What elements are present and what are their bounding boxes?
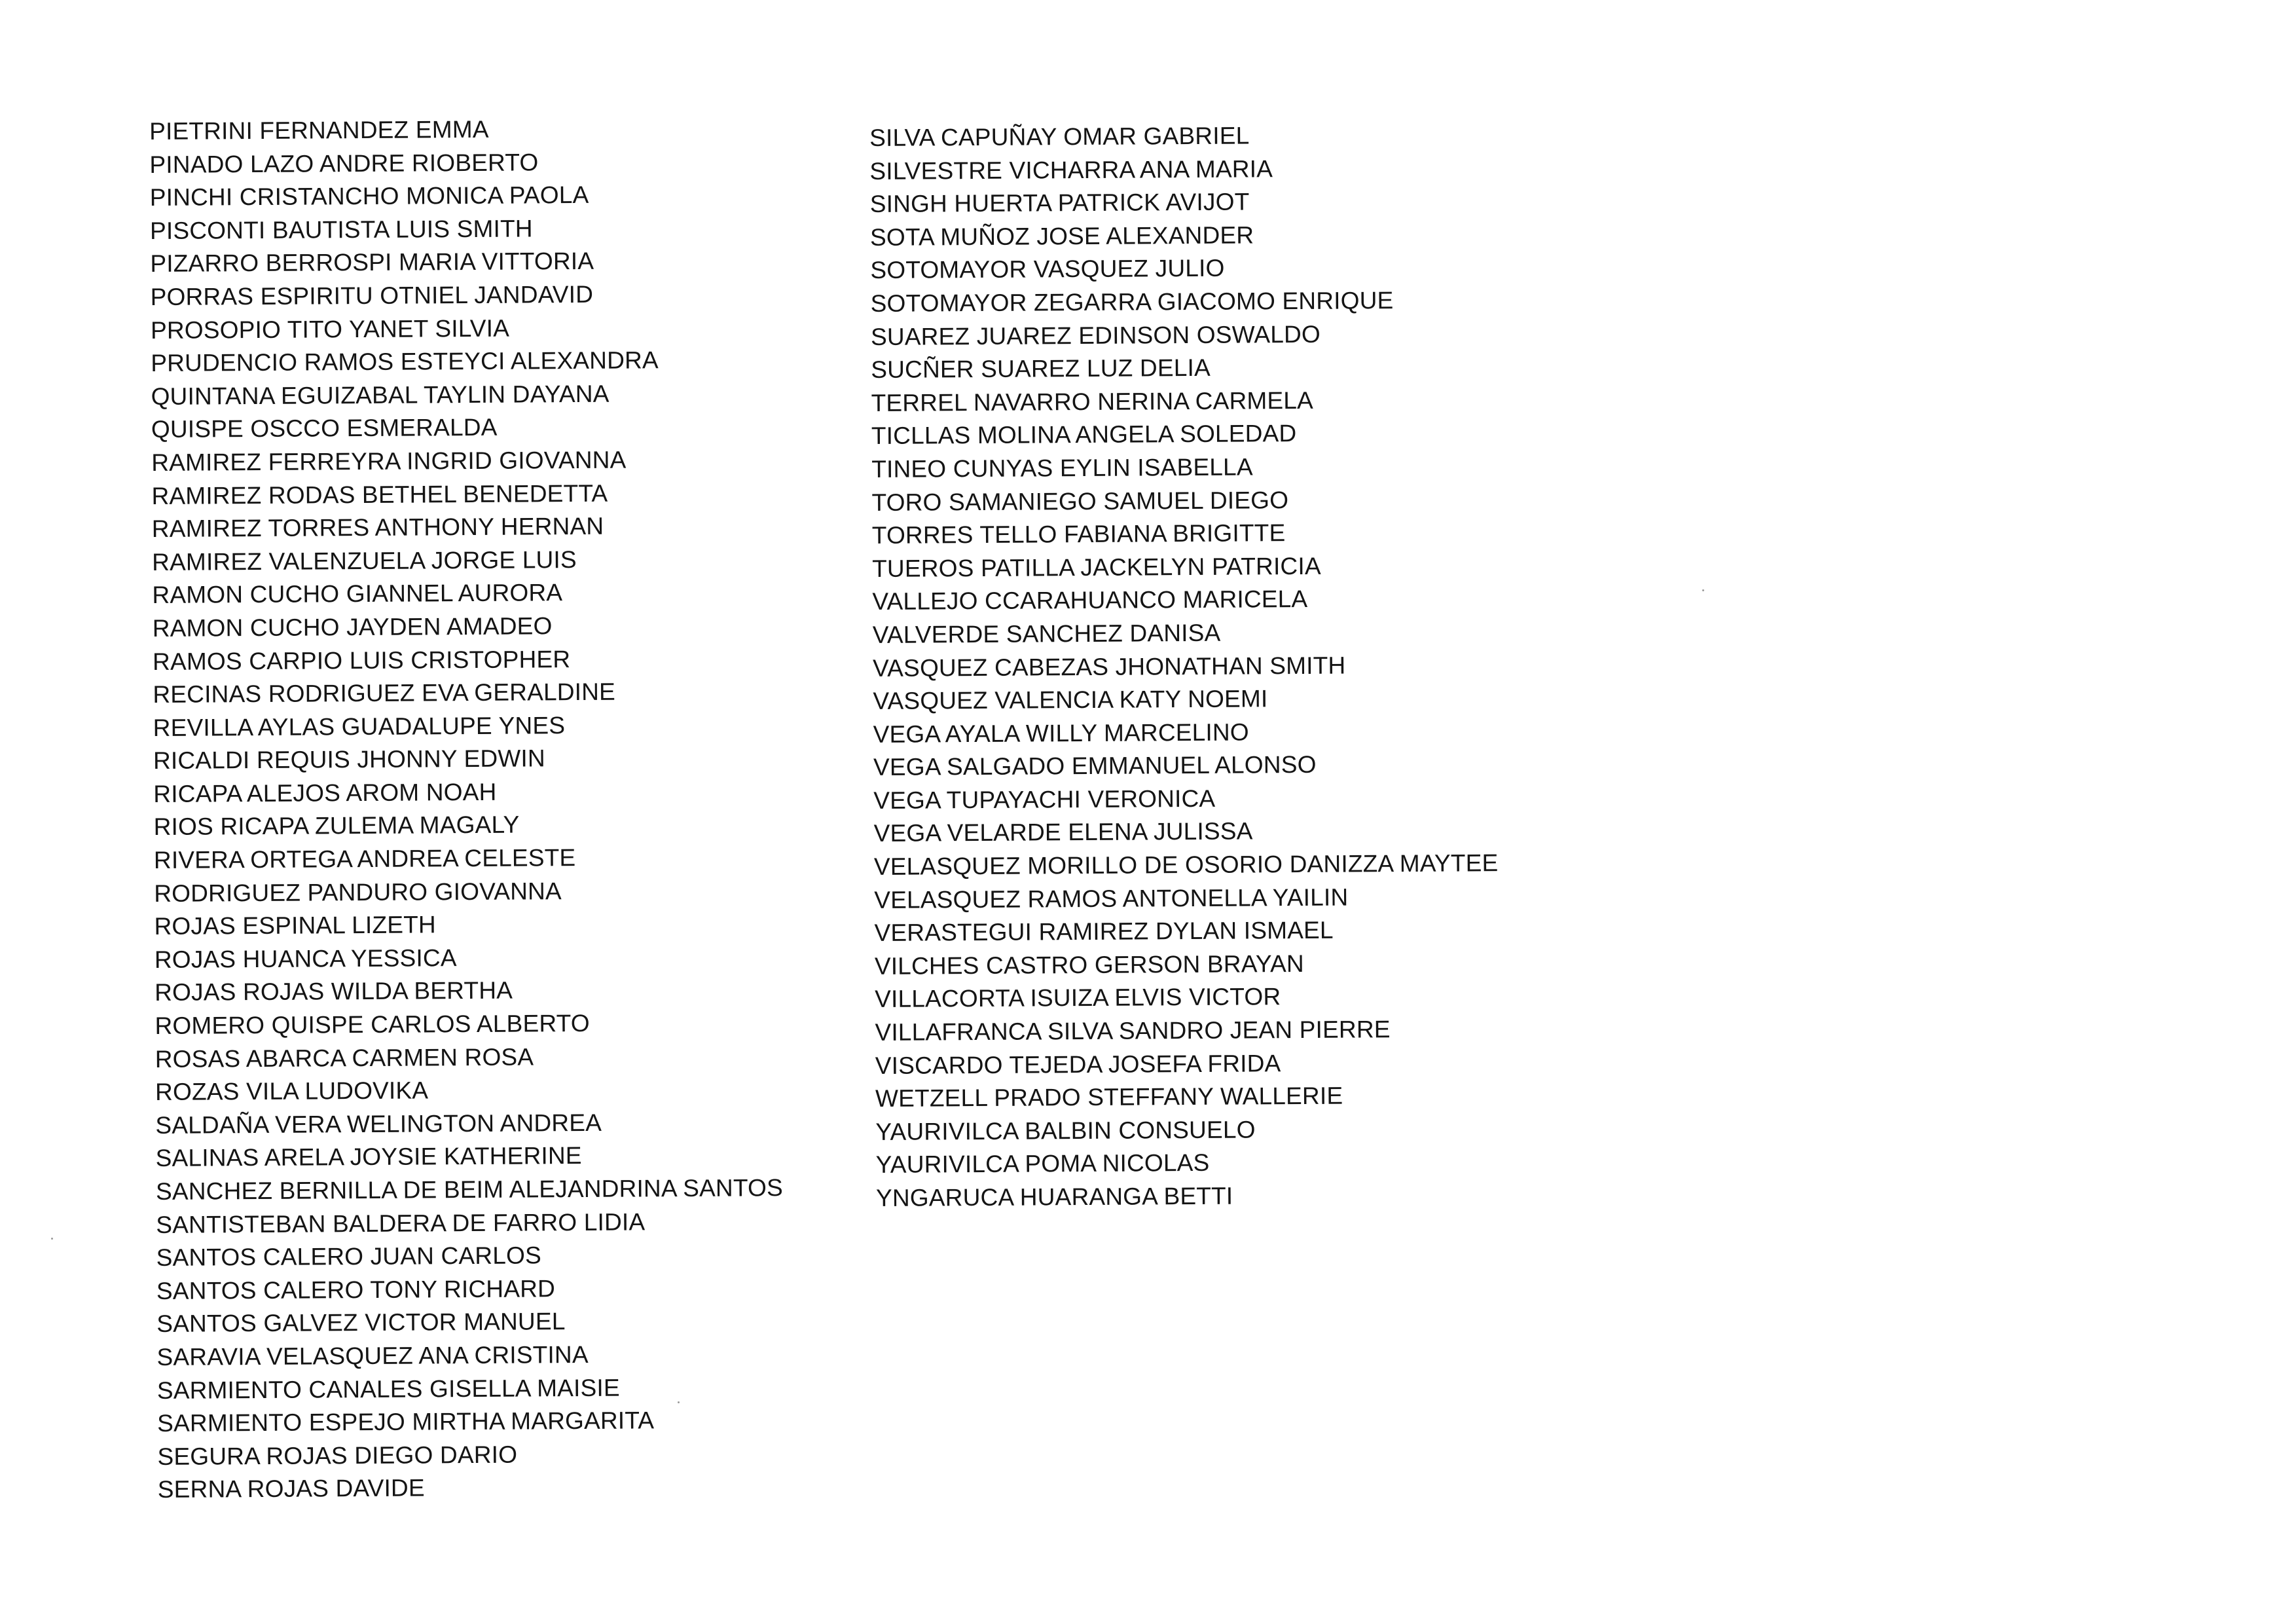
name-entry: PISCONTI BAUTISTA LUIS SMITH bbox=[149, 215, 533, 244]
name-entry: TICLLAS MOLINA ANGELA SOLEDAD bbox=[871, 420, 1297, 450]
name-entry: SANTOS GALVEZ VICTOR MANUEL bbox=[156, 1308, 566, 1338]
name-entry: PORRAS ESPIRITU OTNIEL JANDAVID bbox=[150, 280, 594, 310]
name-entry: WETZELL PRADO STEFFANY WALLERIE bbox=[875, 1082, 1343, 1113]
name-entry: VELASQUEZ MORILLO DE OSORIO DANIZZA MAYTEE bbox=[873, 849, 1499, 881]
name-entry: SINGH HUERTA PATRICK AVIJOT bbox=[869, 188, 1250, 218]
name-entry: SANTISTEBAN BALDERA DE FARRO LIDIA bbox=[156, 1208, 646, 1238]
name-entry: VISCARDO TEJEDA JOSEFA FRIDA bbox=[875, 1049, 1281, 1079]
name-entry: VELASQUEZ RAMOS ANTONELLA YAILIN bbox=[874, 883, 1349, 913]
name-entry: VEGA TUPAYACHI VERONICA bbox=[873, 784, 1216, 814]
name-entry: VERASTEGUI RAMIREZ DYLAN ISMAEL bbox=[874, 916, 1334, 947]
scan-speck bbox=[678, 1401, 680, 1403]
name-entry: RIVERA ORTEGA ANDREA CELESTE bbox=[153, 844, 576, 874]
name-entry: SARAVIA VELASQUEZ ANA CRISTINA bbox=[156, 1340, 589, 1371]
scan-speck bbox=[1702, 589, 1704, 591]
name-entry: SEGURA ROJAS DIEGO DARIO bbox=[157, 1441, 518, 1470]
name-entry: TORRES TELLO FABIANA BRIGITTE bbox=[871, 519, 1286, 549]
name-entry: TERREL NAVARRO NERINA CARMELA bbox=[871, 386, 1314, 416]
name-entry: SOTA MUÑOZ JOSE ALEXANDER bbox=[869, 221, 1254, 251]
name-entry: RODRIGUEZ PANDURO GIOVANNA bbox=[154, 877, 562, 907]
name-entry: SOTOMAYOR VASQUEZ JULIO bbox=[870, 255, 1225, 284]
name-entry: RAMIREZ VALENZUELA JORGE LUIS bbox=[152, 545, 577, 576]
name-entry: VASQUEZ CABEZAS JHONATHAN SMITH bbox=[872, 652, 1346, 682]
name-entry: YNGARUCA HUARANGA BETTI bbox=[875, 1182, 1233, 1211]
name-entry: QUINTANA EGUIZABAL TAYLIN DAYANA bbox=[151, 380, 610, 410]
name-entry: VALVERDE SANCHEZ DANISA bbox=[872, 619, 1221, 648]
scan-speck bbox=[51, 1238, 53, 1240]
name-entry: TORO SAMANIEGO SAMUEL DIEGO bbox=[871, 486, 1289, 516]
name-entry: RECINAS RODRIGUEZ EVA GERALDINE bbox=[153, 678, 616, 709]
name-entry: SANTOS CALERO JUAN CARLOS bbox=[156, 1242, 542, 1272]
name-entry: PRUDENCIO RAMOS ESTEYCI ALEXANDRA bbox=[151, 346, 659, 377]
name-entry: REVILLA AYLAS GUADALUPE YNES bbox=[153, 711, 566, 741]
name-entry: ROSAS ABARCA CARMEN ROSA bbox=[155, 1043, 534, 1073]
name-entry: VEGA AYALA WILLY MARCELINO bbox=[873, 718, 1249, 748]
name-entry: SOTOMAYOR ZEGARRA GIACOMO ENRIQUE bbox=[870, 287, 1394, 317]
name-entry: RAMON CUCHO JAYDEN AMADEO bbox=[152, 612, 553, 642]
name-entry: PIETRINI FERNANDEZ EMMA bbox=[149, 115, 489, 145]
name-entry: RAMIREZ RODAS BETHEL BENEDETTA bbox=[151, 479, 608, 509]
name-entry: VEGA VELARDE ELENA JULISSA bbox=[873, 817, 1253, 847]
name-entry: VALLEJO CCARAHUANCO MARICELA bbox=[872, 585, 1308, 616]
name-entry: VILLAFRANCA SILVA SANDRO JEAN PIERRE bbox=[875, 1016, 1391, 1046]
name-entry: PROSOPIO TITO YANET SILVIA bbox=[150, 314, 510, 344]
name-entry: YAURIVILCA BALBIN CONSUELO bbox=[875, 1116, 1256, 1145]
name-entry: SALDAÑA VERA WELINGTON ANDREA bbox=[155, 1109, 602, 1139]
name-entry: ROZAS VILA LUDOVIKA bbox=[155, 1077, 429, 1106]
name-entry: ROMERO QUISPE CARLOS ALBERTO bbox=[155, 1009, 590, 1040]
name-entry: VILLACORTA ISUIZA ELVIS VICTOR bbox=[875, 983, 1281, 1013]
name-entry: SUAREZ JUAREZ EDINSON OSWALDO bbox=[870, 320, 1321, 350]
name-entry: ROJAS ROJAS WILDA BERTHA bbox=[155, 977, 513, 1006]
name-entry: PIZARRO BERROSPI MARIA VITTORIA bbox=[150, 248, 594, 278]
name-entry: QUISPE OSCCO ESMERALDA bbox=[151, 414, 498, 443]
name-entry: VASQUEZ VALENCIA KATY NOEMI bbox=[873, 685, 1268, 715]
name-entry: VEGA SALGADO EMMANUEL ALONSO bbox=[873, 751, 1317, 781]
name-entry: RAMIREZ FERREYRA INGRID GIOVANNA bbox=[151, 446, 627, 476]
name-entry: SALINAS ARELA JOYSIE KATHERINE bbox=[155, 1142, 582, 1172]
name-entry: VILCHES CASTRO GERSON BRAYAN bbox=[874, 950, 1304, 980]
names-list-right bbox=[869, 118, 1501, 1215]
name-entry: RIOS RICAPA ZULEMA MAGALY bbox=[153, 811, 520, 841]
name-entry: SARMIENTO ESPEJO MIRTHA MARGARITA bbox=[157, 1407, 655, 1437]
name-entry: SANTOS CALERO TONY RICHARD bbox=[156, 1275, 556, 1304]
name-entry: TUEROS PATILLA JACKELYN PATRICIA bbox=[872, 552, 1321, 582]
name-entry: PINADO LAZO ANDRE RIOBERTO bbox=[149, 148, 539, 178]
name-entry: SILVA CAPUÑAY OMAR GABRIEL bbox=[869, 122, 1250, 151]
name-entry: YAURIVILCA POMA NICOLAS bbox=[875, 1149, 1210, 1179]
names-list-left bbox=[149, 111, 785, 1507]
name-entry: SARMIENTO CANALES GISELLA MAISIE bbox=[156, 1374, 620, 1404]
name-entry: SANCHEZ BERNILLA DE BEIM ALEJANDRINA SANTOS bbox=[155, 1174, 784, 1205]
name-entry: PINCHI CRISTANCHO MONICA PAOLA bbox=[149, 181, 589, 212]
name-entry: RAMOS CARPIO LUIS CRISTOPHER bbox=[152, 645, 571, 675]
name-entry: RICALDI REQUIS JHONNY EDWIN bbox=[153, 745, 545, 775]
name-entry: ROJAS HUANCA YESSICA bbox=[154, 944, 457, 973]
name-entry: SUCÑER SUAREZ LUZ DELIA bbox=[871, 354, 1211, 384]
name-entry: RAMON CUCHO GIANNEL AURORA bbox=[152, 579, 563, 609]
name-entry: RAMIREZ TORRES ANTHONY HERNAN bbox=[151, 512, 604, 543]
name-entry: SILVESTRE VICHARRA ANA MARIA bbox=[869, 155, 1273, 185]
name-entry: ROJAS ESPINAL LIZETH bbox=[154, 911, 436, 940]
name-entry: RICAPA ALEJOS AROM NOAH bbox=[153, 778, 497, 807]
name-entry: SERNA ROJAS DAVIDE bbox=[157, 1474, 425, 1504]
name-entry: TINEO CUNYAS EYLIN ISABELLA bbox=[871, 453, 1253, 483]
